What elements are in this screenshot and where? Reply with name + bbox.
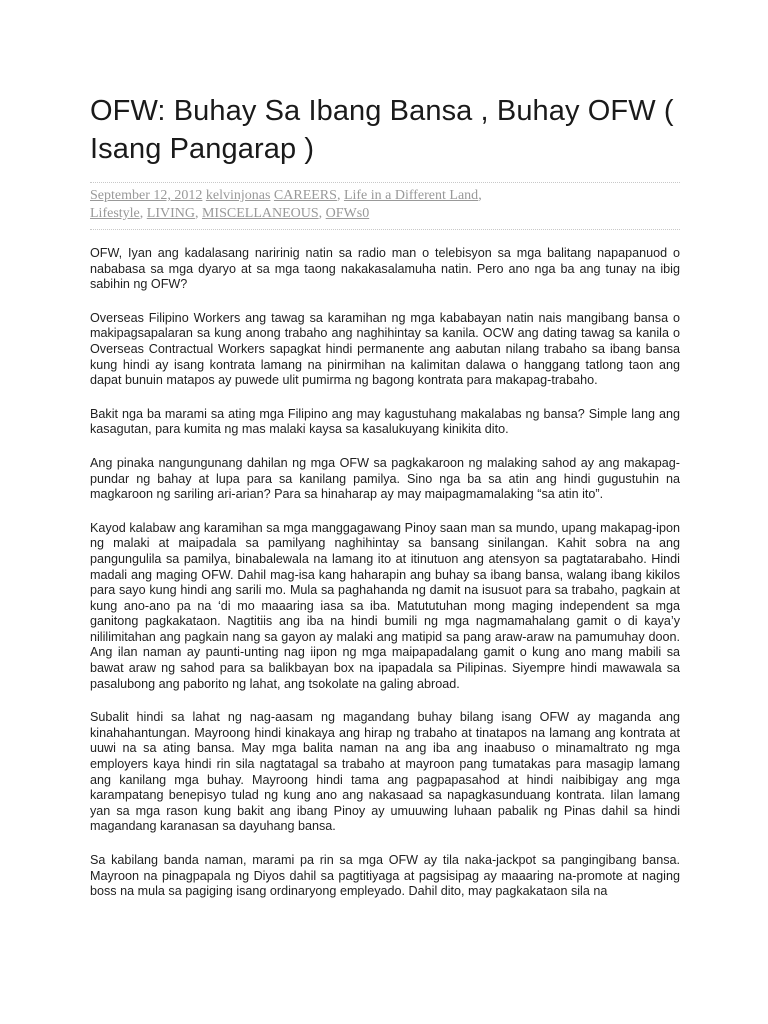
paragraph: Bakit nga ba marami sa ating mga Filipino ang may kagustuhang makalabas ng bansa? Simple lang ang kasagutan, para kumita ng mas malaki kaysa sa kasalukuyang kinikita dito.: [90, 406, 680, 437]
paragraph: Kayod kalabaw ang karamihan sa mga manggagawang Pinoy saan man sa mundo, upang makapag-ipon ng malaki at maipadala sa pamilyang naghihintay sa bansang sinilangan. Kahit sobra na ang pangungulila sa pamilya, binabalewala na lamang ito at itinutuon ang atensyon sa pagtatarabaho. Hindi madali ang maging OFW. Dahil mag-isa kang haharapin ang buhay sa ibang bansa, walang ibang kikilos para sayo kung hindi ang sarili mo. Mula sa paghahanda ng damit na isusuot para sa trabaho, pagkain at kung ano-ano pa na ‘di mo maaaring iasa sa iba. Matututuhan mong maging independent sa mga ganitong pagkakataon. Nagtitiis ang iba na hindi bumili ng mga nagmamahalang gamit o di kaya’y nililimitahan ang pagkain nang sa gayon ay malaki ang matipid sa pang araw-araw na pamumuhay doon. Ang ilan naman ay paunti-unting nag iipon ng mga maipapadalang gamit o kung ano mang mabili sa bawat araw ng sahod para sa balikbayan box na ipapadala sa Pilipinas. Siyempre hindi mawawala sa pasalubong ang paborito ng lahat, ang tsokolate na galing abroad.: [90, 520, 680, 691]
meta-bottom-divider: [90, 229, 680, 230]
category-link-careers[interactable]: CAREERS: [273, 188, 337, 203]
paragraph: Sa kabilang banda naman, marami pa rin sa mga OFW ay tila naka-jackpot sa pangingibang bansa. Mayroon na pinagpapala ng Diyos dahil sa pagtitiyaga at pagsisipag ay maaaring na-promote at naging boss na mula sa pagiging isang ordinaryong empleyado. Dahil dito, may pagkakataon sila na: [90, 853, 680, 899]
paragraph: Subalit hindi sa lahat ng nag-aasam ng magandang buhay bilang isang OFW ay maganda ang kinahahantungan. Mayroong hindi kinakaya ang hirap ng trabaho at tinatapos na lamang ang kontrata at uuwi na sa ating bansa. May mga balita naman na ang iba ang inaabuso o minamaltrato ng mga employers kaya hindi rin sila nagtatagal sa trabaho at mayroon pang tumatakas para masagip lamang ang kanilang mga buhay. Mayroong hindi tama ang pagpapasahod at hindi naibibigay ang mga karampatang benepisyo tulad ng kung ano ang nakasaad sa napagkasunduang kontrata. Iilan lamang yan sa mga rason kung bakit ang ibang Pinoy ay umuuwing luhaan pabalik ng Pinas dahil sa hindi magandang karanasan sa dayuhang bansa.: [90, 710, 680, 834]
category-link-lifestyle[interactable]: Lifestyle: [90, 206, 140, 221]
category-link-miscellaneous[interactable]: MISCELLANEOUS: [201, 206, 319, 221]
category-link-living[interactable]: LIVING: [146, 206, 195, 221]
category-link-ofws0[interactable]: OFWs0: [325, 206, 370, 221]
paragraph: OFW, Iyan ang kadalasang naririnig natin sa radio man o telebisyon sa mga balitang napapanuod o nababasa sa mga dyaryo at sa mga taong nakakasalamuha natin. Pero ano nga ba ang tunay na ibig sabihin ng OFW?: [90, 246, 680, 292]
meta-top-divider: [90, 182, 680, 183]
post-date-link[interactable]: September 12, 2012: [90, 188, 203, 203]
paragraph: Overseas Filipino Workers ang tawag sa karamihan ng mga kababayan natin nais mangibang bansa o makipagsapalaran sa kung anong trabaho ang naghihintay sa kanila. OCW ang dating tawag sa kanila o Overseas Contractual Workers sapagkat hindi permanente ang aabutan nilang trabaho sa ibang bansa kung hindi ay isang kontrata lamang na pinirmihan na kalimitan dalawa o hanggang tatlong taon ang dapat bunuin matapos ay puwede ulit pumirma ng bagong kontrata para makapag-trabaho.: [90, 310, 680, 388]
article-title: OFW: Buhay Sa Ibang Bansa , Buhay OFW ( Isang Pangarap ): [90, 95, 674, 165]
paragraph: Ang pinaka nangungunang dahilan ng mga OFW sa pagkakaroon ng malaking sahod ay ang makapag-pundar ng bahay at lupa para sa kanilang pamilya. Sino nga ba sa atin ang hindi gugustuhin na magkaroon ng sariling ari-arian? Para sa hinaharap ay may maipagmamalaking “sa atin ito”.: [90, 455, 680, 502]
author-link[interactable]: kelvinjonas: [205, 188, 271, 203]
category-link-life-in-a-different-land[interactable]: Life in a Different Land: [343, 188, 479, 203]
article-body: [90, 246, 680, 918]
article-meta: September 12, 2012 kelvinjonas CAREERS, Life in a Different Land, Lifestyle, LIVING, MISCELLANEOUS, OFWs0: [90, 188, 482, 221]
